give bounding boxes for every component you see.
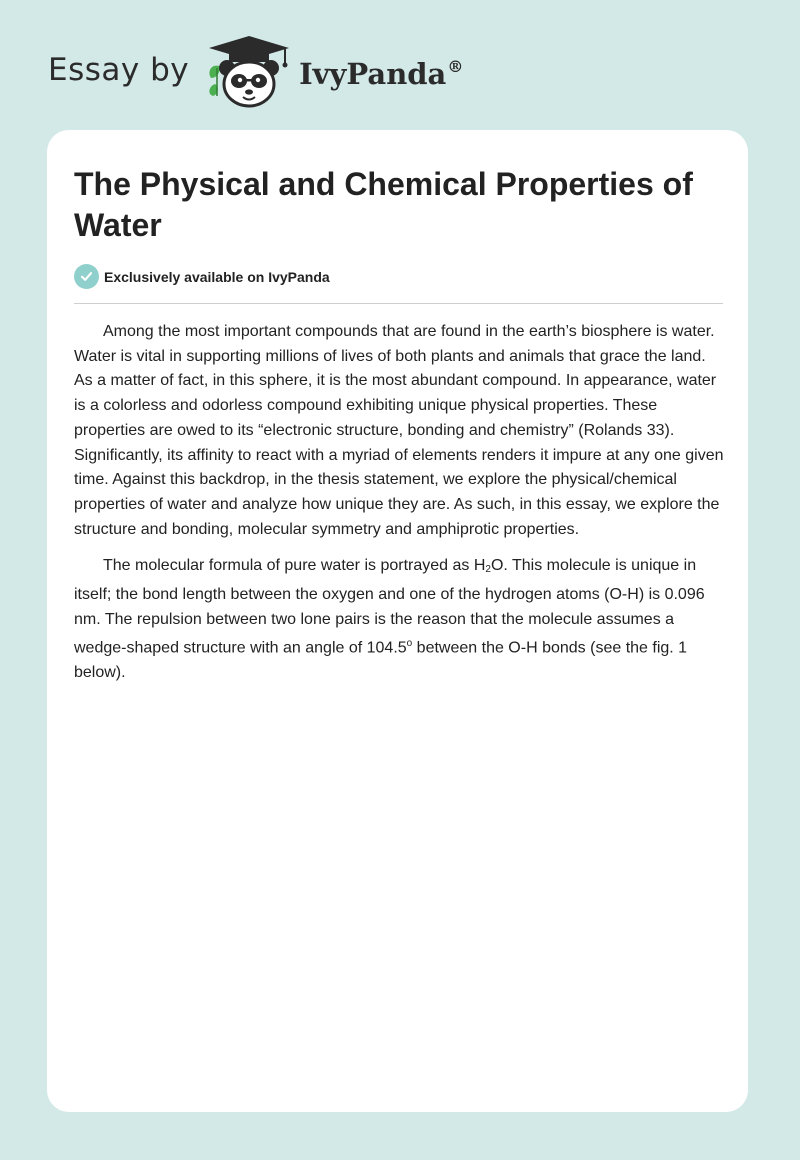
paragraph-2-text-c: between the O-H bonds (see the fig. 1 below). xyxy=(74,639,688,682)
checkmark-icon xyxy=(74,264,99,289)
essay-title: The Physical and Chemical Properties of Water xyxy=(74,166,693,243)
paragraph-2 xyxy=(74,554,726,686)
paragraph-2-text-a: The molecular formula of pure water is portrayed as H xyxy=(103,557,486,575)
registered-mark: ® xyxy=(447,57,464,76)
essay-card xyxy=(47,130,748,1112)
badge-text: Exclusively available on IvyPanda xyxy=(104,268,330,285)
paragraph-2-text-b: O. This molecule is unique in itself; the bond length between the oxygen and one of the hydrogen atoms (O-H) is 0.096 nm. The repulsion between two lone pairs is the reason that the molecule assumes a wedge-shaped structure with an angle of 104.5 xyxy=(74,557,705,657)
exclusive-badge xyxy=(74,264,330,289)
site-header xyxy=(48,34,463,110)
paragraph-1: Among the most important compounds that are found in the earth’s biosphere is water. Water is vital in supporting millions of lives of both plants and animals that grace the land. As a matter of fact, in this sphere, it is the most abundant compound. In appearance, water is a colorless and odorless compound exhibiting unique physical properties. These properties are owed to its “electronic structure, bonding and chemistry” (Rolands 33). Significantly, its affinity to react with a myriad of elements renders it impure at any one given time. Against this backdrop, in the thesis statement, we explore the physical/chemical properties of water and analyze how unique they are. As such, in this essay, we explore the structure and bonding, molecular symmetry and amphiprotic properties. xyxy=(74,323,724,538)
panda-graduate-logo-icon[interactable] xyxy=(205,34,293,110)
brand-text: IvyPanda xyxy=(299,57,447,91)
degree-mark: o xyxy=(406,638,413,650)
essay-by-label: Essay by xyxy=(48,52,190,88)
formula-subscript: 2 xyxy=(485,564,491,576)
brand-name[interactable] xyxy=(299,57,463,91)
essay-body xyxy=(74,320,726,698)
divider xyxy=(74,303,723,304)
